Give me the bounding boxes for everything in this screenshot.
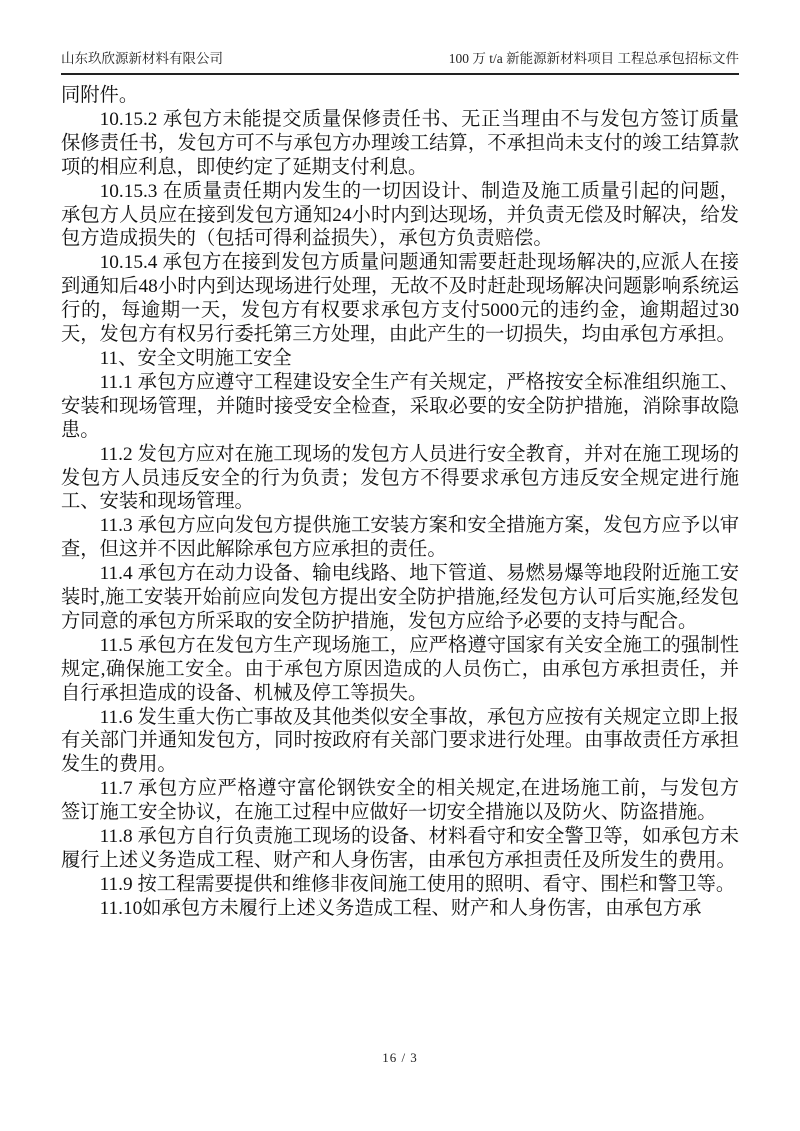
paragraph-11-5: 11.5 承包方在发包方生产现场施工，应严格遵守国家有关安全施工的强制性规定,确保施工安全。由于承包方原因造成的人员伤亡，由承包方承担责任，并自行承担造成的设备、机械及停工等损失。 bbox=[61, 634, 739, 704]
paragraph-11-2: 11.2 发包方应对在施工现场的发包方人员进行安全教育，并对在施工现场的发包方人员违反安全的行为负责；发包方不得要求承包方违反安全规定进行施工、安装和现场管理。 bbox=[61, 443, 739, 513]
paragraph-11-10: 11.10如承包方未履行上述义务造成工程、财产和人身伤害，由承包方承 bbox=[99, 897, 702, 919]
paragraph-11-4: 11.4 承包方在动力设备、输电线路、地下管道、易燃易爆等地段附近施工安装时,施工安装开始前应向发包方提出安全防护措施,经发包方认可后实施,经发包方同意的承包方所采取的安全防护措施，发包方应给予必要的支持与配合。 bbox=[61, 563, 739, 632]
paragraph-11-6: 11.6 发生重大伤亡事故及其他类似安全事故，承包方应按有关规定立即上报有关部门并通知发包方，同时按政府有关部门要求进行处理。由事故责任方承担发生的费用。 bbox=[61, 706, 739, 776]
paragraph-11-1: 11.1 承包方应遵守工程建设安全生产有关规定，严格按安全标准组织施工、安装和现场管理，并随时接受安全检查，采取必要的安全防护措施，消除事故隐患。 bbox=[61, 371, 739, 441]
section-heading-11: 11、安全文明施工安全 bbox=[99, 347, 292, 369]
page-number: 16 / 3 bbox=[382, 1050, 418, 1065]
paragraph-11-8: 11.8 承包方自行负责施工现场的设备、材料看守和安全警卫等，如承包方未履行上述义务造成工程、财产和人身伤害，由承包方承担责任及所发生的费用。 bbox=[61, 826, 739, 871]
paragraph-11-9: 11.9 按工程需要提供和维修非夜间施工使用的照明、看守、围栏和警卫等。 bbox=[99, 873, 736, 895]
paragraph-continuation: 同附件。 bbox=[61, 85, 139, 106]
paragraph-10-15-3: 10.15.3 在质量责任期内发生的一切因设计、制造及施工质量引起的问题，承包方人员应在接到发包方通知24小时内到达现场，并负责无偿及时解决，给发包方造成损失的（包括可得利益损失），承包方负责赔偿。 bbox=[61, 180, 739, 250]
page-footer bbox=[0, 1050, 800, 1066]
header-document-title: 100 万 t/a 新能源新材料项目 工程总承包招标文件 bbox=[448, 51, 739, 66]
paragraph-11-3: 11.3 承包方应向发包方提供施工安装方案和安全措施方案，发包方应予以审查，但这并不因此解除承包方应承担的责任。 bbox=[61, 515, 739, 561]
paragraph-10-15-2: 10.15.2 承包方未能提交质量保修责任书、无正当理由不与发包方签订质量保修责任书，发包方可不与承包方办理竣工结算，不承担尚未支付的竣工结算款项的相应利息，即使约定了延期支付利息。 bbox=[61, 108, 739, 178]
header-company-name: 山东玖欣源新材料有限公司 bbox=[61, 51, 223, 66]
document-body bbox=[61, 84, 739, 921]
page-header bbox=[61, 50, 739, 75]
paragraph-11-7: 11.7 承包方应严格遵守富伦钢铁安全的相关规定,在进场施工前，与发包方签订施工安全协议，在施工过程中应做好一切安全措施以及防火、防盗措施。 bbox=[61, 778, 739, 824]
paragraph-10-15-4: 10.15.4 承包方在接到发包方质量问题通知需要赶赴现场解决的,应派人在接到通知后48小时内到达现场进行处理，无故不及时赶赴现场解决问题影响系统运行的，每逾期一天，发包方有权要求承包方支付5000元的违约金，逾期超过30天，发包方有权另行委托第三方处理，由此产生的一切损失，均由承包方承担。 bbox=[61, 252, 739, 346]
